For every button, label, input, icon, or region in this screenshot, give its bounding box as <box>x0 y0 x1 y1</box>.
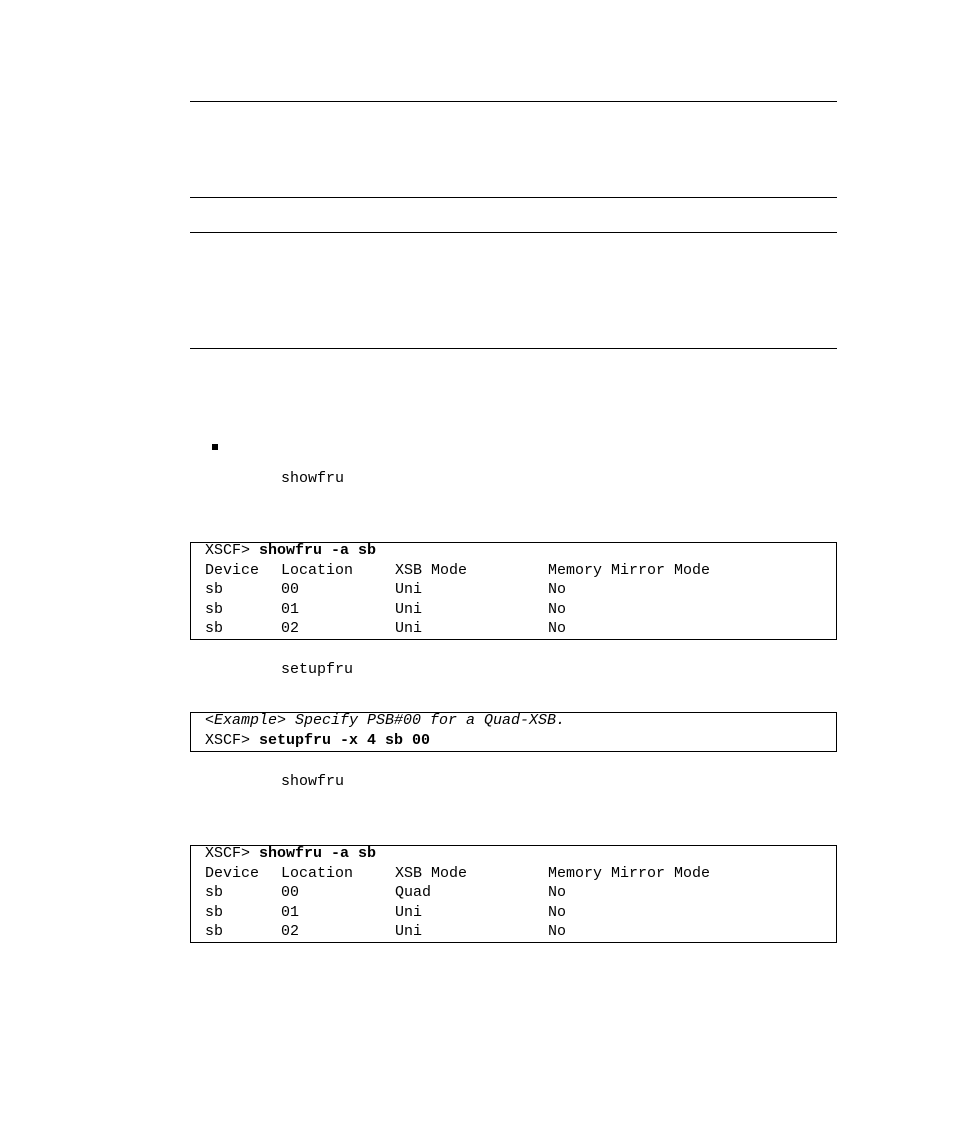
code-prompt-line <box>205 844 376 864</box>
code-example-setupfru <box>190 712 837 752</box>
cell-location: 02 <box>281 923 300 940</box>
code-row <box>205 883 567 903</box>
cell-device: sb <box>205 923 224 940</box>
code-row <box>205 580 567 600</box>
header-location: Location <box>281 561 354 579</box>
cell-location: 00 <box>281 884 300 901</box>
command-reference: showfru <box>281 773 345 790</box>
prompt: XSCF> <box>205 542 260 559</box>
command: showfru -a sb <box>259 845 377 862</box>
table-rule <box>190 197 837 198</box>
header-device: Device <box>205 561 260 579</box>
cell-device: sb <box>205 581 224 598</box>
cell-location: 01 <box>281 903 300 921</box>
prompt: XSCF> <box>205 845 260 862</box>
cell-mirror-mode: No <box>548 923 567 940</box>
code-prompt-line <box>205 541 376 561</box>
code-prompt-line <box>205 731 430 751</box>
header-xsb-mode: XSB Mode <box>395 561 468 579</box>
cell-location: 02 <box>281 620 300 637</box>
header-memory-mirror-mode: Memory Mirror Mode <box>548 561 711 579</box>
code-example-showfru <box>190 542 837 640</box>
cell-device: sb <box>205 600 224 618</box>
code-header-line <box>205 864 711 884</box>
table-top-rule <box>190 101 837 102</box>
table-rule <box>190 232 837 233</box>
command-reference: setupfru <box>281 661 354 678</box>
cell-device: sb <box>205 620 224 637</box>
prompt: XSCF> <box>205 731 260 749</box>
command: showfru -a sb <box>259 542 377 559</box>
cell-xsb-mode: Uni <box>395 923 423 940</box>
cell-mirror-mode: No <box>548 903 567 921</box>
code-comment-line: <Example> Specify PSB#00 for a Quad-XSB. <box>205 712 566 729</box>
cell-location: 01 <box>281 600 300 618</box>
cell-xsb-mode: Quad <box>395 884 432 901</box>
command-reference: showfru <box>281 470 345 487</box>
command: setupfru -x 4 sb 00 <box>259 731 431 749</box>
code-row <box>205 600 567 620</box>
header-device: Device <box>205 864 260 882</box>
cell-xsb-mode: Uni <box>395 581 423 598</box>
code-row <box>205 903 567 923</box>
cell-location: 00 <box>281 581 300 598</box>
code-header-line <box>205 561 711 581</box>
code-row <box>205 619 567 639</box>
cell-xsb-mode: Uni <box>395 600 423 618</box>
code-example-showfru-result <box>190 845 837 943</box>
cell-device: sb <box>205 884 224 901</box>
cell-mirror-mode: No <box>548 581 567 598</box>
cell-mirror-mode: No <box>548 620 567 637</box>
cell-mirror-mode: No <box>548 600 567 618</box>
header-location: Location <box>281 864 354 882</box>
cell-mirror-mode: No <box>548 884 567 901</box>
code-row <box>205 922 567 942</box>
header-xsb-mode: XSB Mode <box>395 864 468 882</box>
list-bullet <box>212 444 218 450</box>
cell-xsb-mode: Uni <box>395 620 423 637</box>
cell-xsb-mode: Uni <box>395 903 423 921</box>
table-bottom-rule <box>190 348 837 349</box>
header-memory-mirror-mode: Memory Mirror Mode <box>548 864 711 882</box>
cell-device: sb <box>205 903 224 921</box>
